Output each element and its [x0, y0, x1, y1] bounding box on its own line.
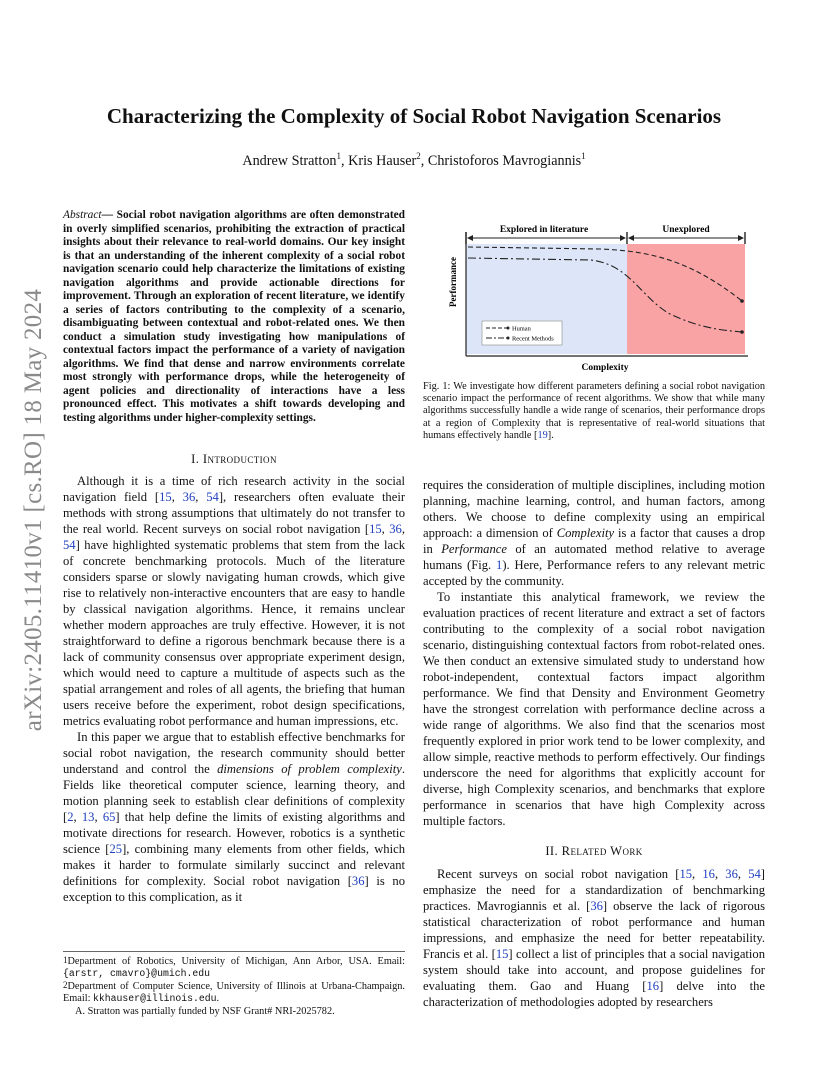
citation-link[interactable]: 15 — [679, 867, 693, 881]
intro-paragraph-3: requires the consideration of multiple disciplines, including motion planning, machine learning, control, and human factors, among others. We choose to define complexity using an empirical approach: a dimension of Complexity is a factor that causes a drop in Performance of an automated method relative to average humans (Fig. 1). Here, Performance refers to any relevant metric accepted by the community. — [423, 478, 765, 588]
section-heading-introduction: I. Introduction — [191, 452, 277, 466]
citation-link[interactable]: 36 — [389, 522, 402, 536]
email-text: {arstr, cmavro}@umich.edu — [63, 968, 210, 979]
paper-title: Characterizing the Complexity of Social Robot Navigation Scenarios — [106, 104, 722, 128]
citation-link[interactable]: 36 — [725, 867, 738, 881]
author-name: Christoforos Mavrogiannis — [427, 153, 582, 169]
unexplored-region — [627, 244, 745, 354]
footnote-2: $^2$Department of Computer Science, University of Illinois at Urbana-Champaign. Email: kkhauser@illinois.edu. — [63, 980, 405, 1004]
citation-link[interactable]: 54 — [748, 867, 761, 881]
abstract — [63, 209, 405, 425]
citation-link[interactable]: 65 — [102, 810, 116, 824]
intro-paragraph-1: Although it is a time of rich research activity in the social navigation field [15, 36, 54], researchers often evaluate their methods with strong assumptions that ultimately do not transfer to the real world. Recent surveys on social robot navigation [15, 36, 54] have highlighted systematic problems that stem from the lack of concrete benchmarking protocols. Much of the literature considers sparse or slowly navigating human crowds, which give rise to relatively non-interactive encounters that are easy to handle by classical navigation algorithms. Hence, it remains unclear whether modern approaches are truly effective. However, it is not straightforward to define a rigorous benchmark because there is a lack of community consensus over appropriate experiment design, which would need to capture a multitude of aspects such as the spatial arrangement and roles of all agents, the briefing that human users receive before the experiment, robot design specifications, metrics evaluating robot performance and human impressions, etc. — [63, 474, 406, 728]
citation-link[interactable]: 36 — [182, 490, 196, 504]
citation-link[interactable]: 54 — [206, 490, 219, 504]
citation-link[interactable]: 25 — [109, 842, 123, 856]
intro-paragraph-2: In this paper we argue that to establish effective benchmarks for social robot navigation, the research community should better understand and control the dimensions of problem complexity. Fields like theoretical computer science, learning theory, and motion planning seek to establish clear definitions of complexity [2, 13, 65] that help define the limits of existing algorithms and motivate directions for research. However, robotics is a synthetic science [25], combining many elements from other fields, which makes it harder to formulate similarly succinct and relevant definitions for complexity. Social robot navigation [36] is no exception to this complication, as it — [63, 730, 406, 904]
funding-note: A. Stratton was partially funded by NSF Grant# NRI-2025782. — [75, 1006, 335, 1017]
figure-1-caption: Fig. 1: We investigate how different parameters defining a social robot navigation scenario impact the performance of recent algorithms. We show that while many algorithms successfully handle a wide range of scenarios, their performance drops at a region of Complexity that is representative of real-world situations that humans effectively handle [19]. — [423, 381, 765, 441]
affiliation-mark: 1 — [581, 151, 586, 161]
citation-link[interactable]: 19 — [537, 429, 548, 441]
footnote-1: $^1$Department of Robotics, University of Michigan, Ann Arbor, USA. Email: {arstr, cmavro}@umich.edu — [63, 955, 405, 979]
figure-1-diagram — [450, 222, 762, 374]
citation-link[interactable]: 2 — [67, 810, 74, 824]
citation-link[interactable]: 16 — [646, 979, 660, 993]
citation-link[interactable]: 16 — [702, 867, 715, 881]
section-heading-related-work: II. Related Work — [545, 844, 643, 858]
intro-paragraph-4: To instantiate this analytical framework, we review the evaluation practices of recent literature and extract a set of factors contributing to the complexity of a social robot navigation scenario, distinguishing contextual factors from robot-related ones. We then conduct an extensive simulated study to understand how robot-independent, contextual factors impact algorithm performance. We find that Density and Environment Geometry have the strongest correlation with performance decline across a wide range of algorithms. We also find that the scenarios most frequently explored in prior work tend to be lower complexity, and allow simple, reactive methods to perform effectively. Our findings underscore the need for algorithms that explicitly account for diverse, high Complexity scenarios, and benchmarks that explore performance in scenarios that have high Complexity across multiple factors. — [423, 590, 765, 828]
citation-link[interactable]: 36 — [351, 874, 365, 888]
explored-label: Explored in literature — [499, 225, 589, 235]
footnotes — [63, 951, 405, 1019]
author-name: Andrew Stratton — [242, 153, 337, 169]
unexplored-label: Unexplored — [662, 225, 710, 235]
legend-human: Human — [512, 325, 531, 333]
citation-link[interactable]: 15 — [369, 522, 382, 536]
x-axis-label: Complexity — [581, 363, 629, 373]
intro-column — [63, 451, 405, 905]
affiliation-mark: 1 — [336, 151, 342, 161]
email-text: kkhauser@illinois.edu — [93, 993, 217, 1004]
author-list: Andrew Stratton$^1$, Kris Hauser$^2$, Christoforos Mavrogiannis$^1$ — [242, 151, 586, 169]
citation-link[interactable]: 15 — [159, 490, 172, 504]
abstract-lead: Abstract — [63, 209, 102, 221]
y-axis-label: Performance — [448, 257, 458, 307]
citation-link[interactable]: 54 — [63, 538, 76, 552]
citation-link[interactable]: 36 — [590, 899, 603, 913]
right-column — [423, 477, 765, 1010]
related-work-paragraph-1: Recent surveys on social robot navigation [15, 16, 36, 54] emphasize the need for a standardization of benchmarking practices. Mavrogiannis et al. [36] observe the lack of rigorous statistical characterization of robot performance and human impressions, and emphasize the need for better repeatability. Francis et al. [15] collect a list of principles that a social navigation system should take into account, and propose guidelines for evaluating them. Gao and Huang [16] delve into the characterization of methodologies adopted by researchers — [423, 867, 766, 1009]
arxiv-id-text: arXiv:2405.11410v1 [cs.RO] 18 May 2024 — [20, 288, 47, 732]
figure-link[interactable]: 1 — [496, 558, 503, 572]
abstract-text: — Social robot navigation algorithms are often demonstrated in overly simplified scenarios, prohibiting the extraction of practical insights about their relevance to real-world domains. Our key insight is that an understanding of the inherent complexity of a social robot navigation scenario could help characterize the limitations of existing navigation algorithms and provide actionable directions for improvement. Through an exploration of recent literature, we identify a series of factors contributing to the complexity of a scenario, disambiguating between contextual and robot-related ones. We then conduct a simulation study investigating how manipulations of contextual factors impact the performance of a variety of navigation algorithms. We find that dense and narrow environments correlate most strongly with performance drops, while the heterogeneity of agent policies and directionality of interactions have a less pronounced effect. This motivates a shift towards developing and testing algorithms under higher-complexity settings. — [63, 209, 405, 424]
author-name: Kris Hauser — [348, 153, 417, 169]
arxiv-identifier — [14, 260, 54, 760]
legend-recent-methods: Recent Methods — [512, 335, 554, 343]
citation-link[interactable]: 13 — [81, 810, 95, 824]
affiliation-mark: 2 — [416, 151, 421, 161]
citation-link[interactable]: 15 — [495, 947, 509, 961]
